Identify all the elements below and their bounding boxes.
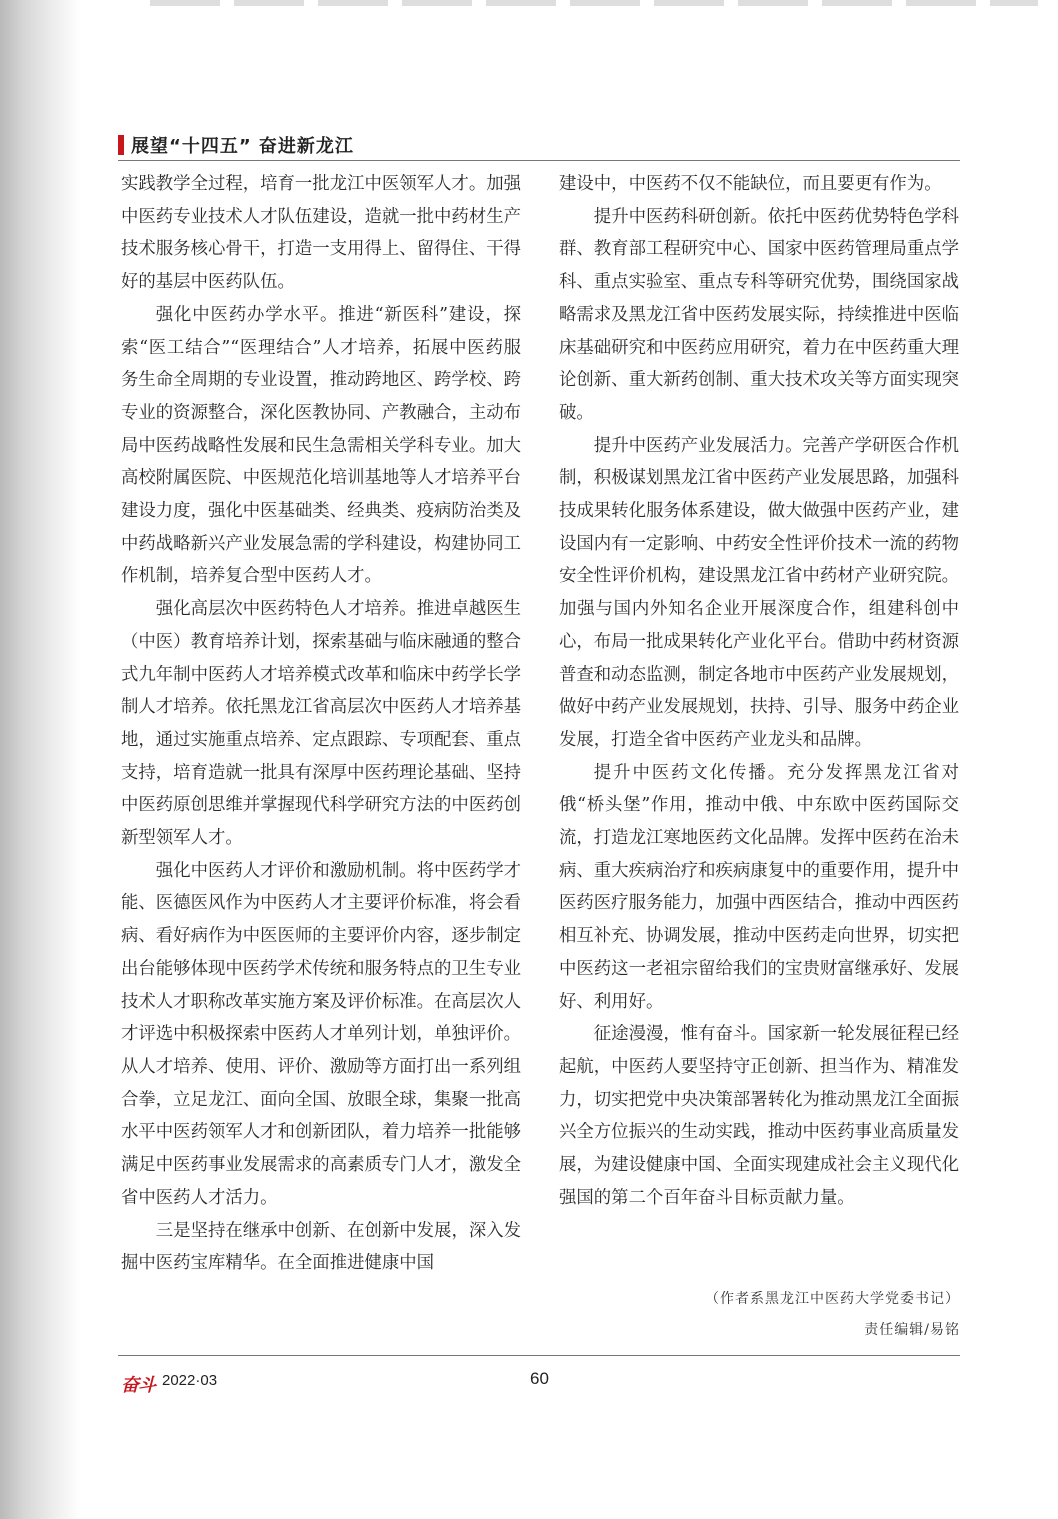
body-paragraph: 提升中医药文化传播。充分发挥黑龙江省对俄“桥头堡”作用，推动中俄、中东欧中医药国际交流，打造龙江寒地医药文化品牌。发挥中医药在治未病、重大疾病治疗和疾病康复中的重要作用，提升中医药医疗服务能力，加强中西医结合，推动中西医药相互补充、协调发展，推动中医药走向世界，切实把中医药这一老祖宗留给我们的宝贵财富继承好、发展好、利用好。 bbox=[559, 762, 959, 1012]
page-gutter-shadow bbox=[0, 0, 80, 1519]
body-paragraph: 征途漫漫，惟有奋斗。国家新一轮发展征程已经起航，中医药人要坚持守正创新、担当作为、精准发力，切实把党中央决策部署转化为推动黑龙江全面振兴全方位振兴的生动实践，推动中医药事业高质量发展，为建设健康中国、全面实现建成社会主义现代化强国的第二个百年奋斗目标贡献力量。 bbox=[559, 1024, 960, 1208]
body-paragraph: 提升中医药产业发展活力。完善产学研医合作机制，积极谋划黑龙江省中医药产业发展思路，加强科技成果转化服务体系建设，做大做强中医药产业，建设国内有一定影响、中药安全性评价技术一流的药物安全性评价机构，建设黑龙江省中药材产业研究院。加强与国内外知名企业开展深度合作，组建科创中心，布局一批成果转化产业化平台。借助中药材资源普查和动态监测，制定各地市中医药产业发展规划，做好中药产业发展规划，扶持、引导、服务中药企业发展，打造全省中医药产业龙头和品牌。 bbox=[559, 435, 960, 750]
body-paragraph: 提升中医药科研创新。依托中医药优势特色学科群、教育部工程研究中心、国家中医药管理局重点学科、重点实验室、重点专科等研究优势，围绕国家战略需求及黑龙江省中医药发展实际，持续推进中医临床基础研究和中医药应用研究，着力在中医药重大理论创新、重大新药创制、重大技术攻关等方面实现突破。 bbox=[559, 206, 960, 423]
right-column bbox=[559, 168, 959, 1215]
body-paragraph: 建设中，中医药不仅不能缺位，而且要更有作为。 bbox=[559, 174, 942, 194]
footer-rule bbox=[118, 1355, 960, 1356]
section-header bbox=[118, 132, 960, 161]
body-paragraph: 强化中医药人才评价和激励机制。将中医药学才能、医德医风作为中医药人才主要评价标准，将会看病、看好病作为中医医师的主要评价内容，逐步制定出台能够体现中医药学术传统和服务特点的卫生专业技术人才职称改革实施方案及评价标准。在高层次人才评选中积极探索中医药人才单列计划，单独评价。从人才培养、使用、评价、激励等方面打出一系列组合拳，立足龙江、面向全国、放眼全球，集聚一批高水平中医药领军人才和创新团队，着力培养一批能够满足中医药事业发展需求的高素质专门人才，激发全省中医药人才活力。 bbox=[121, 860, 522, 1208]
body-paragraph: 强化中医药办学水平。推进“新医科”建设，探索“医工结合”“医理结合”人才培养，拓展中医药服务生命全周期的专业设置，推动跨地区、跨学校、跨专业的资源整合，深化医教协同、产教融合，主动布局中医药战略性发展和民生急需相关学科专业。加大高校附属医院、中医规范化培训基地等人才培养平台建设力度，强化中医基础类、经典类、疫病防治类及中药战略新兴产业发展急需的学科建设，构建协同工作机制，培养复合型中医药人才。 bbox=[121, 304, 521, 587]
previous-page-edge bbox=[150, 0, 1038, 6]
left-column bbox=[121, 168, 521, 1280]
issue-number: 2022·03 bbox=[162, 1372, 218, 1389]
editor-credit: 责任编辑/易铭 bbox=[864, 1322, 960, 1338]
body-paragraph: 三是坚持在继承中创新、在创新中发展，深入发掘中医药宝库精华。在全面推进健康中国 bbox=[121, 1220, 522, 1274]
author-note: （作者系黑龙江中医药大学党委书记） bbox=[705, 1291, 960, 1307]
body-paragraph: 强化高层次中医药特色人才培养。推进卓越医生（中医）教育培养计划，探索基础与临床融通的整合式九年制中医药人才培养模式改革和临床中药学长学制人才培养。依托黑龙江省高层次中医药人才培养基地，通过实施重点培养、定点跟踪、专项配套、重点支持，培育造就一批具有深厚中医药理论基础、坚持中医药原创思维并掌握现代科学研究方法的中医药创新型领军人才。 bbox=[121, 599, 522, 849]
header-accent-bar bbox=[118, 135, 124, 155]
body-paragraph: 实践教学全过程，培育一批龙江中医领军人才。加强中医药专业技术人才队伍建设，造就一批中药材生产技术服务核心骨干，打造一支用得上、留得住、干得好的基层中医药队伍。 bbox=[121, 174, 521, 293]
section-title: 展望“十四五” 奋进新龙江 bbox=[131, 136, 354, 157]
magazine-logo: 奋斗 bbox=[121, 1375, 155, 1396]
page-number: 60 bbox=[530, 1369, 549, 1388]
